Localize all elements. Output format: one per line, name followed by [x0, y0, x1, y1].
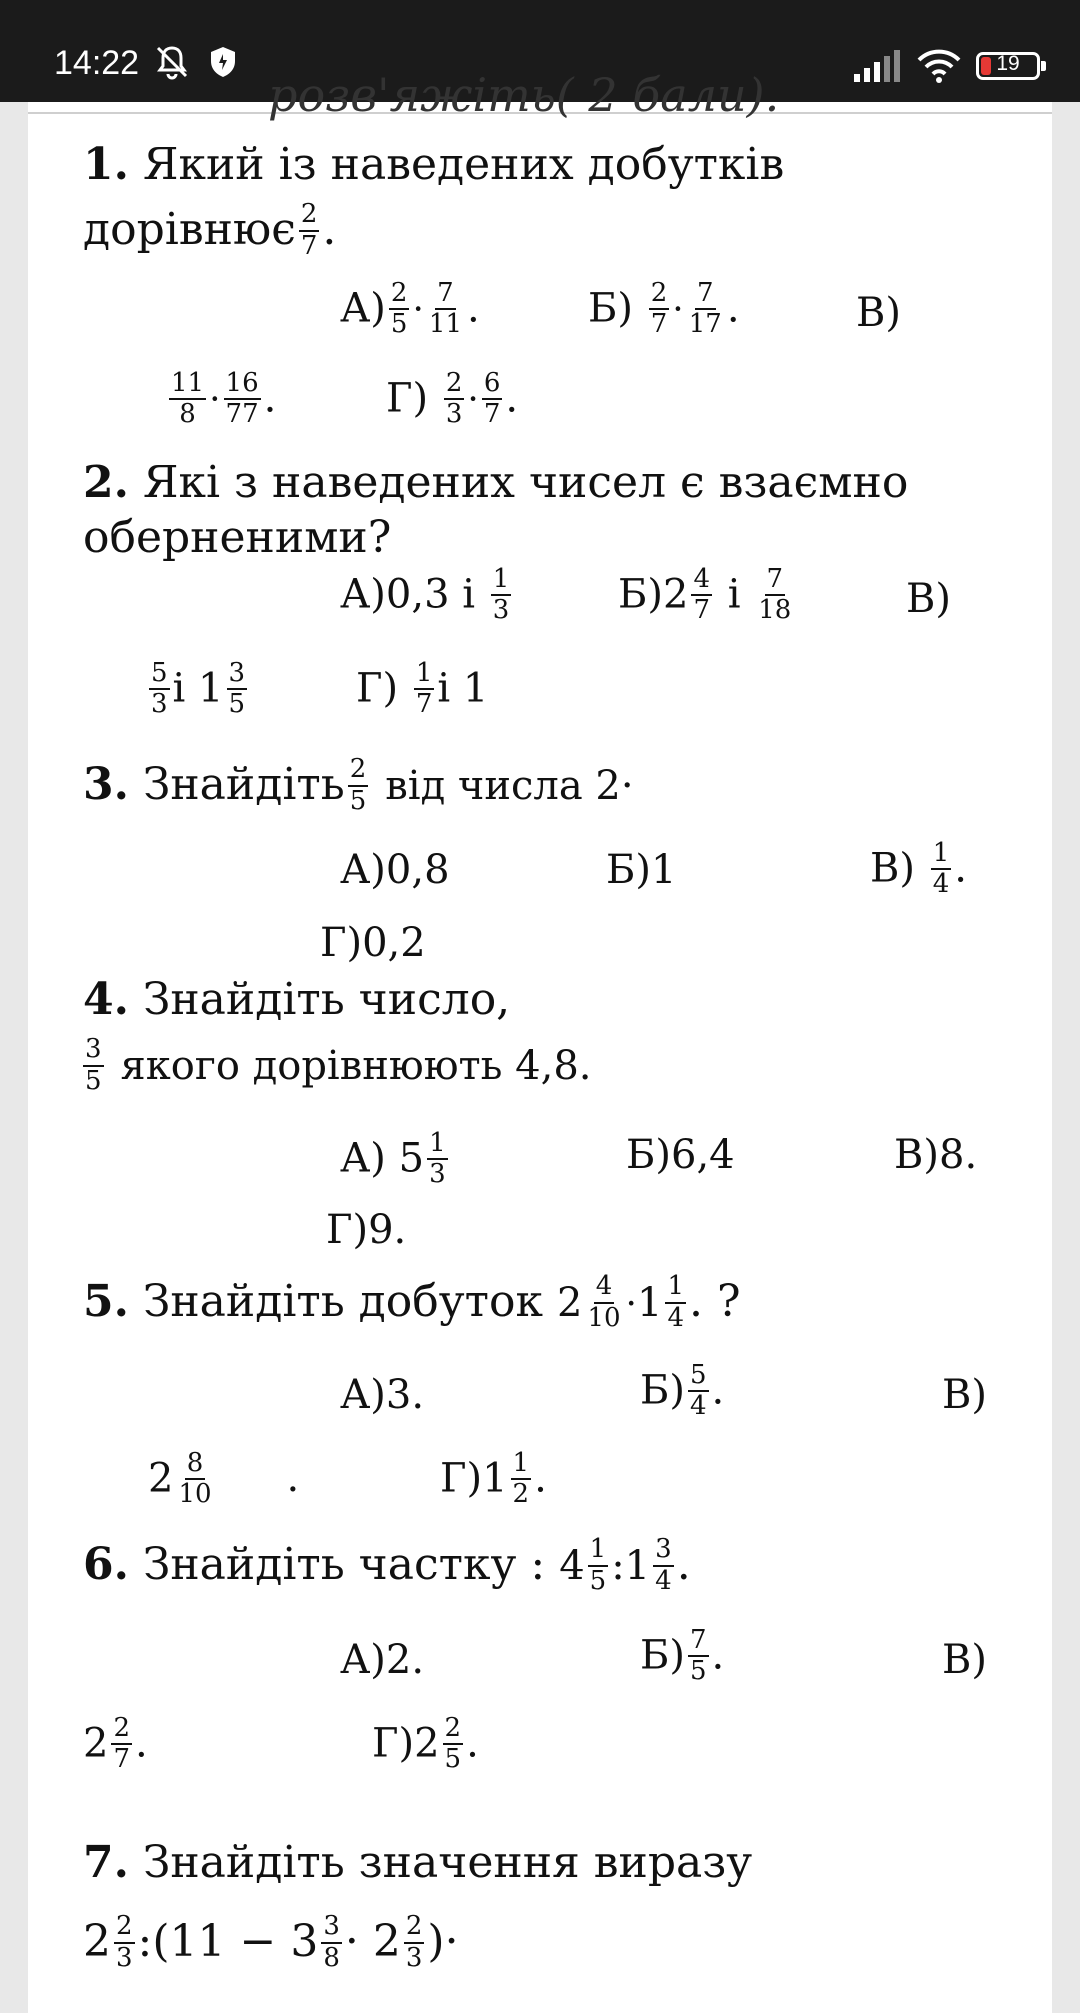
q4-option-d: Г)9.	[326, 1207, 407, 1253]
q1-option-d: Г) $\frac{2}{3}$ · $\frac{6}{7}$ .	[386, 368, 519, 430]
wifi-icon	[916, 48, 962, 84]
question-text: Знайдіть	[142, 759, 345, 810]
q1-option-c-label: В)	[856, 290, 901, 336]
mute-bell-icon	[154, 44, 190, 80]
question-3: 3. Знайдіть $\frac{2}{5}$ від числа 2·	[83, 754, 634, 816]
q3-option-d: Г)0,2	[320, 920, 426, 966]
q4-option-b: Б)6,4	[626, 1132, 735, 1178]
battery-icon	[976, 52, 1040, 80]
question-7-line1	[83, 1835, 752, 1890]
question-2-line1	[83, 455, 908, 510]
question-number: 6.	[83, 1539, 129, 1590]
question-number: 5.	[83, 1276, 129, 1327]
q5-option-d: Г)1 $\frac{1}{2}$ .	[440, 1448, 547, 1510]
question-1-line1	[83, 137, 784, 192]
shield-icon	[205, 44, 241, 80]
q6-option-c: 2 $\frac{2}{7}$ .	[83, 1713, 148, 1775]
question-text: Знайдіть частку :	[142, 1539, 546, 1590]
q5-option-c: 2 $\frac{8}{10}$ .	[148, 1448, 300, 1510]
q1-option-c: $\frac{11}{8}$ · $\frac{16}{77}$ .	[171, 368, 277, 430]
question-number: 2.	[83, 457, 129, 508]
q1-option-a: А) $\frac{2}{5}$ · $\frac{7}{11}$ .	[340, 278, 480, 340]
q2-option-c: $\frac{5}{3}$ і 1 $\frac{3}{5}$	[151, 658, 246, 720]
status-time: 14:22	[54, 44, 140, 82]
q6-option-d: Г)2 $\frac{2}{5}$ .	[372, 1713, 479, 1775]
status-right	[852, 48, 1040, 84]
question-number: 3.	[83, 759, 129, 810]
question-text: Знайдіть добуток	[142, 1276, 543, 1327]
question-4-line1	[83, 972, 510, 1027]
question-number: 7.	[83, 1837, 129, 1888]
battery-level: 19	[996, 52, 1020, 75]
q2-option-b: Б)2 $\frac{4}{7}$ і $\frac{7}{18}$	[618, 564, 792, 626]
q3-option-b: Б)1	[606, 847, 677, 893]
q5-option-c-label: В)	[942, 1372, 987, 1418]
q5-option-a: А)3.	[340, 1372, 425, 1418]
document-page	[28, 68, 1052, 2013]
question-6: 6. Знайдіть частку : 4 $\frac{1}{5}$ :1 $\frac{3}{4}$ .	[83, 1534, 691, 1596]
question-7-expression: 2 $\frac{2}{3}$ :(11 − 3 $\frac{3}{8}$ · 2 $\frac{2}{3}$ )·	[83, 1911, 459, 1973]
q4-option-c: В)8.	[894, 1132, 978, 1178]
q2-option-d: Г) $\frac{1}{7}$ і 1	[356, 658, 489, 720]
q3-option-a: А)0,8	[340, 847, 450, 893]
q6-option-a: А)2.	[340, 1637, 425, 1683]
question-1-line2: дорівнює $\frac{2}{7}$ .	[83, 199, 337, 261]
q5-option-b: Б) $\frac{5}{4}$ .	[640, 1360, 725, 1422]
q6-option-b: Б) $\frac{7}{5}$ .	[640, 1625, 725, 1687]
q2-option-a: А)0,3 і $\frac{1}{3}$	[340, 564, 510, 626]
question-4-line2: $\frac{3}{5}$ якого дорівнюють 4,8.	[85, 1034, 592, 1096]
q2-option-c-label: В)	[906, 576, 951, 622]
q6-option-c-label: В)	[942, 1637, 987, 1683]
q4-option-a: А) 5 $\frac{1}{3}$	[340, 1128, 446, 1190]
signal-icon	[852, 50, 902, 82]
question-text: Знайдіть число,	[142, 974, 511, 1025]
question-5: 5. Знайдіть добуток 2 $\frac{4}{10}$ ·1 $\frac{1}{4}$ . ?	[83, 1271, 741, 1333]
q3-option-c: В) $\frac{1}{4}$ .	[870, 838, 967, 900]
question-text: оберненими?	[83, 512, 392, 563]
cut-off-heading: розв'яжіть( 2 бали).	[268, 68, 780, 122]
question-text: Знайдіть значення виразу	[142, 1837, 753, 1888]
question-text: Який із наведених добутків	[142, 139, 785, 190]
question-text: Які з наведених чисел є взаємно	[142, 457, 909, 508]
question-number: 1.	[83, 139, 129, 190]
q1-option-b: Б) $\frac{2}{7}$ · $\frac{7}{17}$ .	[588, 278, 740, 340]
question-2-line2	[83, 510, 391, 565]
fraction: $\frac{2}{7}$	[300, 199, 318, 261]
question-number: 4.	[83, 974, 129, 1025]
question-text: дорівнює	[83, 204, 296, 255]
